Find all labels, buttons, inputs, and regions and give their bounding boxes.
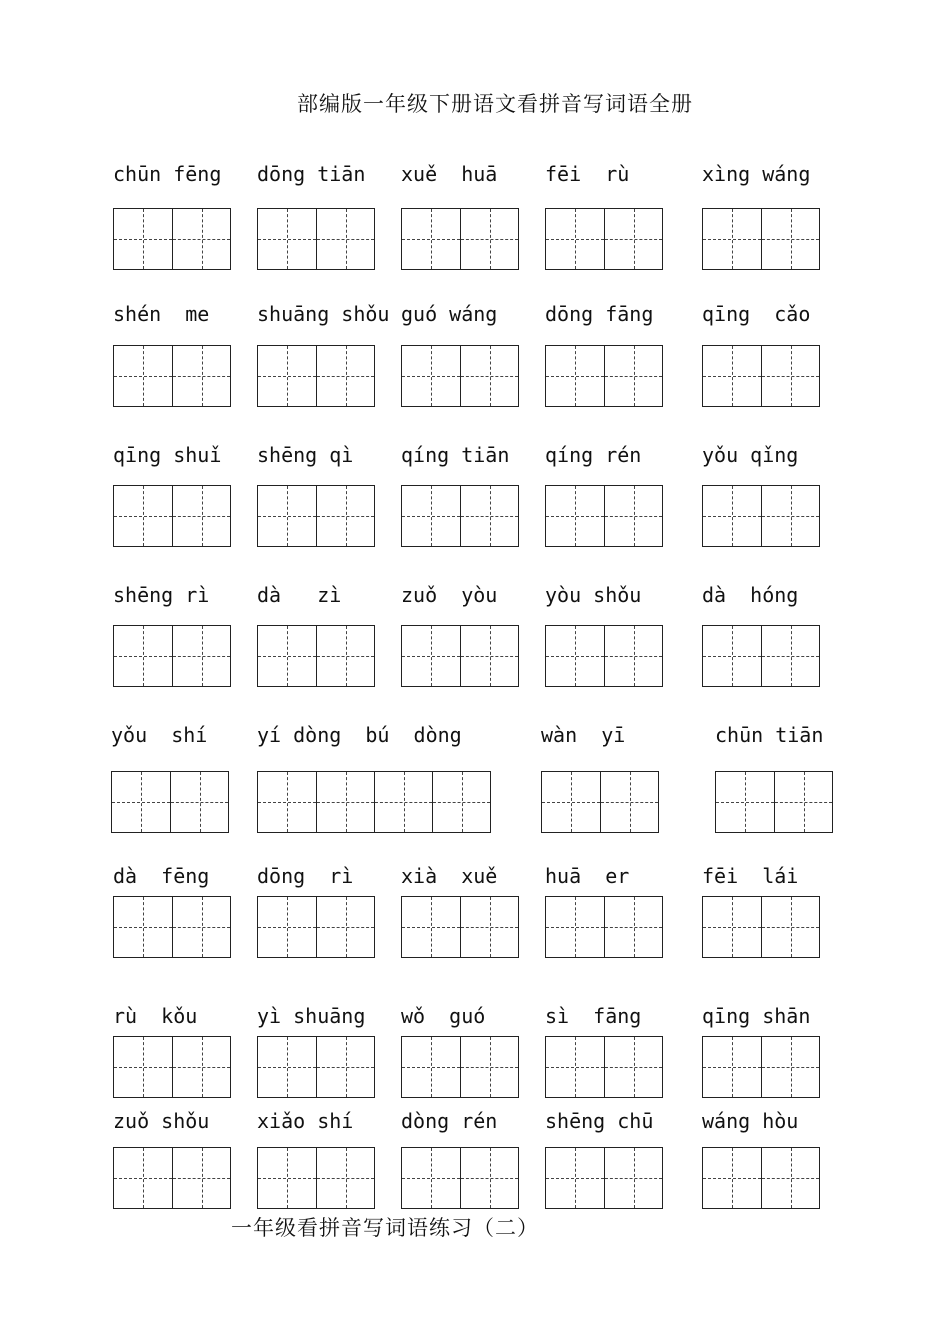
writing-grid[interactable] xyxy=(401,208,519,270)
writing-grid[interactable] xyxy=(715,771,833,833)
tianzige-cell[interactable] xyxy=(402,1148,460,1208)
writing-grid[interactable] xyxy=(702,625,820,687)
tianzige-cell[interactable] xyxy=(774,772,832,832)
tianzige-cell[interactable] xyxy=(316,897,374,957)
pinyin-label: qíng rén xyxy=(545,443,642,467)
tianzige-cell[interactable] xyxy=(402,209,460,269)
tianzige-cell[interactable] xyxy=(316,209,374,269)
writing-grid[interactable] xyxy=(401,1036,519,1098)
tianzige-cell[interactable] xyxy=(761,486,819,546)
writing-grid[interactable] xyxy=(545,896,663,958)
pinyin-label: dòng rén xyxy=(401,1109,498,1133)
pinyin-label: chūn tiān xyxy=(715,723,824,747)
tianzige-cell[interactable] xyxy=(172,209,230,269)
tianzige-cell[interactable] xyxy=(432,772,490,832)
tianzige-cell[interactable] xyxy=(316,626,374,686)
pinyin-label: dà zì xyxy=(257,583,342,607)
pinyin-label: wàn yī xyxy=(541,723,626,747)
tianzige-cell[interactable] xyxy=(604,209,662,269)
pinyin-label: dōng tiān xyxy=(257,162,366,186)
pinyin-label: yí dòng bú dòng xyxy=(257,723,462,747)
writing-grid[interactable] xyxy=(401,896,519,958)
pinyin-label: dà fēng xyxy=(113,864,210,888)
tianzige-cell[interactable] xyxy=(258,626,316,686)
tianzige-cell[interactable] xyxy=(258,772,316,832)
page-footer: 一年级看拼音写词语练习（二） xyxy=(231,1216,539,1240)
tianzige-cell[interactable] xyxy=(258,486,316,546)
tianzige-cell[interactable] xyxy=(114,1148,172,1208)
writing-grid[interactable] xyxy=(702,896,820,958)
writing-grid[interactable] xyxy=(545,1036,663,1098)
pinyin-label: dōng fāng xyxy=(545,302,654,326)
tianzige-cell[interactable] xyxy=(761,209,819,269)
tianzige-cell[interactable] xyxy=(542,772,600,832)
tianzige-cell[interactable] xyxy=(170,772,228,832)
tianzige-cell[interactable] xyxy=(114,1037,172,1097)
tianzige-cell[interactable] xyxy=(172,1148,230,1208)
pinyin-label: xià xuě xyxy=(401,864,498,888)
tianzige-cell[interactable] xyxy=(460,209,518,269)
tianzige-cell[interactable] xyxy=(703,346,761,406)
tianzige-cell[interactable] xyxy=(402,626,460,686)
writing-grid[interactable] xyxy=(545,625,663,687)
pinyin-label: xuě huā xyxy=(401,162,498,186)
pinyin-label: shén me xyxy=(113,302,210,326)
pinyin-label: xìng wáng xyxy=(702,162,811,186)
tianzige-cell[interactable] xyxy=(460,486,518,546)
writing-grid[interactable] xyxy=(702,1036,820,1098)
tianzige-cell[interactable] xyxy=(546,1037,604,1097)
tianzige-cell[interactable] xyxy=(703,897,761,957)
tianzige-cell[interactable] xyxy=(546,1148,604,1208)
tianzige-cell[interactable] xyxy=(600,772,658,832)
writing-grid[interactable] xyxy=(113,1036,231,1098)
tianzige-cell[interactable] xyxy=(761,626,819,686)
tianzige-cell[interactable] xyxy=(604,897,662,957)
writing-grid[interactable] xyxy=(702,485,820,547)
writing-grid[interactable] xyxy=(702,208,820,270)
tianzige-cell[interactable] xyxy=(460,1037,518,1097)
tianzige-cell[interactable] xyxy=(703,1148,761,1208)
pinyin-label: fēi lái xyxy=(702,864,799,888)
tianzige-cell[interactable] xyxy=(172,346,230,406)
tianzige-cell[interactable] xyxy=(703,626,761,686)
writing-grid[interactable] xyxy=(401,625,519,687)
tianzige-cell[interactable] xyxy=(258,346,316,406)
tianzige-cell[interactable] xyxy=(761,1148,819,1208)
pinyin-label: yǒu qǐng xyxy=(702,443,799,467)
pinyin-label: shēng chū xyxy=(545,1109,654,1133)
tianzige-cell[interactable] xyxy=(112,772,170,832)
tianzige-cell[interactable] xyxy=(402,346,460,406)
writing-grid[interactable] xyxy=(113,1147,231,1209)
tianzige-cell[interactable] xyxy=(604,486,662,546)
writing-grid[interactable] xyxy=(257,1036,375,1098)
tianzige-cell[interactable] xyxy=(460,897,518,957)
tianzige-cell[interactable] xyxy=(316,486,374,546)
tianzige-cell[interactable] xyxy=(316,346,374,406)
tianzige-cell[interactable] xyxy=(761,346,819,406)
tianzige-cell[interactable] xyxy=(546,346,604,406)
writing-grid[interactable] xyxy=(401,1147,519,1209)
writing-grid[interactable] xyxy=(401,485,519,547)
tianzige-cell[interactable] xyxy=(172,486,230,546)
pinyin-label: yǒu shí xyxy=(111,723,208,747)
pinyin-label: qíng tiān xyxy=(401,443,510,467)
writing-grid[interactable] xyxy=(113,896,231,958)
tianzige-cell[interactable] xyxy=(374,772,432,832)
tianzige-cell[interactable] xyxy=(114,209,172,269)
pinyin-label: yì shuāng xyxy=(257,1004,366,1028)
pinyin-label: zuǒ yòu xyxy=(401,583,498,607)
pinyin-label: qīng shān xyxy=(702,1004,811,1028)
pinyin-label: wáng hòu xyxy=(702,1109,799,1133)
writing-grid[interactable] xyxy=(702,1147,820,1209)
tianzige-cell[interactable] xyxy=(172,1037,230,1097)
tianzige-cell[interactable] xyxy=(316,1148,374,1208)
tianzige-cell[interactable] xyxy=(604,346,662,406)
writing-grid[interactable] xyxy=(257,485,375,547)
tianzige-cell[interactable] xyxy=(761,1037,819,1097)
writing-grid[interactable] xyxy=(257,625,375,687)
tianzige-cell[interactable] xyxy=(172,897,230,957)
writing-grid[interactable] xyxy=(257,345,375,407)
page-title: 部编版一年级下册语文看拼音写词语全册 xyxy=(297,92,693,116)
pinyin-label: zuǒ shǒu xyxy=(113,1109,210,1133)
writing-grid[interactable] xyxy=(257,896,375,958)
writing-grid[interactable] xyxy=(113,625,231,687)
writing-grid[interactable] xyxy=(545,345,663,407)
tianzige-cell[interactable] xyxy=(546,209,604,269)
writing-grid[interactable] xyxy=(257,1147,375,1209)
writing-grid[interactable] xyxy=(401,345,519,407)
writing-grid[interactable] xyxy=(113,485,231,547)
pinyin-label: rù kǒu xyxy=(113,1004,198,1028)
writing-grid[interactable] xyxy=(113,345,231,407)
pinyin-label: qīng shuǐ xyxy=(113,443,222,467)
writing-grid[interactable] xyxy=(257,771,491,833)
tianzige-cell[interactable] xyxy=(402,1037,460,1097)
pinyin-label: shēng rì xyxy=(113,583,210,607)
pinyin-label: shēng qì xyxy=(257,443,354,467)
tianzige-cell[interactable] xyxy=(258,897,316,957)
writing-grid[interactable] xyxy=(702,345,820,407)
writing-grid[interactable] xyxy=(113,208,231,270)
tianzige-cell[interactable] xyxy=(460,346,518,406)
tianzige-cell[interactable] xyxy=(258,1037,316,1097)
pinyin-label: shuāng shǒu xyxy=(257,302,390,326)
tianzige-cell[interactable] xyxy=(172,626,230,686)
pinyin-label: wǒ guó xyxy=(401,1004,486,1028)
tianzige-cell[interactable] xyxy=(316,1037,374,1097)
tianzige-cell[interactable] xyxy=(761,897,819,957)
tianzige-cell[interactable] xyxy=(604,1148,662,1208)
tianzige-cell[interactable] xyxy=(604,1037,662,1097)
pinyin-label: huā er xyxy=(545,864,630,888)
pinyin-label: fēi rù xyxy=(545,162,630,186)
writing-grid[interactable] xyxy=(545,1147,663,1209)
tianzige-cell[interactable] xyxy=(703,209,761,269)
tianzige-cell[interactable] xyxy=(546,897,604,957)
tianzige-cell[interactable] xyxy=(114,897,172,957)
tianzige-cell[interactable] xyxy=(460,626,518,686)
pinyin-label: xiǎo shí xyxy=(257,1109,354,1133)
writing-grid[interactable] xyxy=(545,485,663,547)
tianzige-cell[interactable] xyxy=(703,1037,761,1097)
tianzige-cell[interactable] xyxy=(258,1148,316,1208)
pinyin-label: dōng rì xyxy=(257,864,354,888)
tianzige-cell[interactable] xyxy=(460,1148,518,1208)
tianzige-cell[interactable] xyxy=(546,486,604,546)
writing-grid[interactable] xyxy=(257,208,375,270)
tianzige-cell[interactable] xyxy=(604,626,662,686)
pinyin-label: sì fāng xyxy=(545,1004,642,1028)
writing-grid[interactable] xyxy=(541,771,659,833)
writing-grid[interactable] xyxy=(111,771,229,833)
tianzige-cell[interactable] xyxy=(703,486,761,546)
tianzige-cell[interactable] xyxy=(402,486,460,546)
tianzige-cell[interactable] xyxy=(114,626,172,686)
tianzige-cell[interactable] xyxy=(258,209,316,269)
writing-grid[interactable] xyxy=(545,208,663,270)
pinyin-label: guó wáng xyxy=(401,302,498,326)
pinyin-label: yòu shǒu xyxy=(545,583,642,607)
tianzige-cell[interactable] xyxy=(316,772,374,832)
pinyin-label: chūn fēng xyxy=(113,162,222,186)
pinyin-label: qīng cǎo xyxy=(702,302,811,326)
tianzige-cell[interactable] xyxy=(114,486,172,546)
tianzige-cell[interactable] xyxy=(114,346,172,406)
tianzige-cell[interactable] xyxy=(716,772,774,832)
tianzige-cell[interactable] xyxy=(402,897,460,957)
tianzige-cell[interactable] xyxy=(546,626,604,686)
pinyin-label: dà hóng xyxy=(702,583,799,607)
